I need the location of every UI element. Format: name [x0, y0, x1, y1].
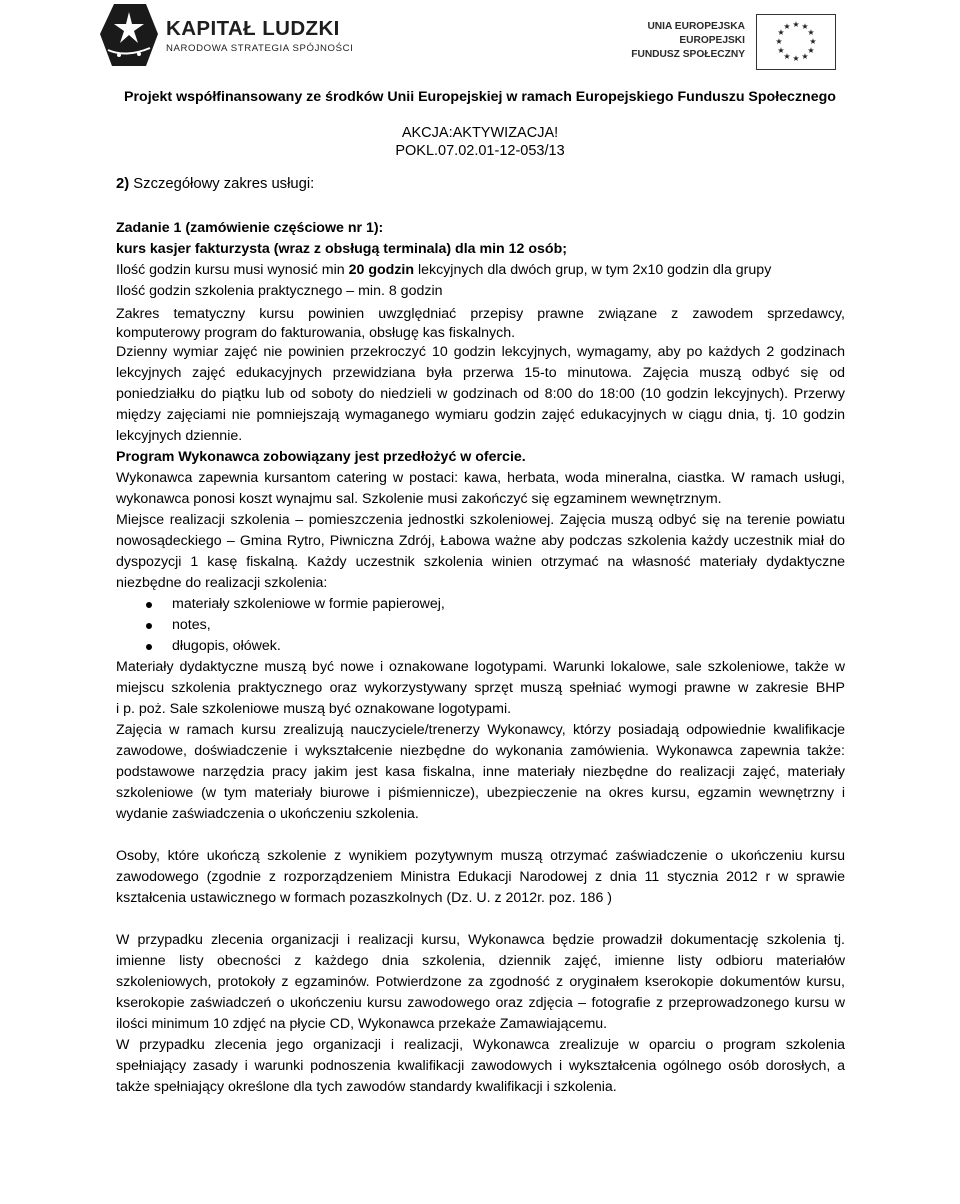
action-identifier: [0, 124, 960, 160]
paragraph-line: Dzienny wymiar zajęć nie powinien przekroczyć 10 godzin lekcyjnych, wymagamy, aby po każdych 2 godzinach: [116, 344, 845, 360]
paragraph-line: nowosądeckiego – Gmina Rytro, Piwniczna Zdrój, Łabowa ważne aby podczas szkolenia każdy uczestnik miał do: [116, 533, 845, 549]
hours-text: lekcyjnych dla dwóch grup, w tym 2x10 godzin dla grupy: [414, 262, 772, 278]
action-name: AKCJA:AKTYWIZACJA!: [401, 125, 559, 141]
kapital-ludzki-subtitle: NARODOWA STRATEGIA SPÓJNOŚCI: [166, 43, 354, 54]
ue-efs-logo: [631, 14, 850, 70]
section-number: 2): [116, 176, 130, 192]
kapital-ludzki-title: KAPITAŁ LUDZKI: [166, 17, 340, 40]
paragraph-line: imienne listy obecności z każdego dnia szkolenia, dziennik zajęć, imienne listy odbioru materiałów: [116, 953, 845, 969]
paragraph-line: dyspozycji 1 kasę fiskalną. Każdy uczestnik szkolenia winien otrzymać na własność materiały dydaktyczne: [116, 554, 845, 570]
paragraph-line: spełniający zasady i warunki podnoszenia kwalifikacji zawodowych i wykształcenia ogólnego osób dorosłych, a: [116, 1058, 845, 1074]
paragraph-line: W przypadku zlecenia jego organizacji i realizacji, Wykonawca zrealizuje w oparciu o program szkolenia: [116, 1037, 845, 1053]
paragraph-line: zawodowego (zgodnie z rozporządzeniem Ministra Edukacji Narodowej z dnia 11 stycznia 2012 r w sprawie: [116, 869, 845, 885]
hours-value: 20 godzin: [348, 262, 415, 278]
paragraph-line: wydanie zaświadczenia o ukończeniu szkolenia.: [116, 806, 419, 822]
paragraph-line: Wykonawca zapewnia kursantom catering w postaci: kawa, herbata, woda mineralna, ciastka. W ramach usługi,: [116, 470, 845, 486]
paragraph-line: Materiały dydaktyczne muszą być nowe i oznakowane logotypami. Warunki lokalowe, sale szkoleniowe, także w: [116, 659, 845, 675]
project-cofinancing-line: Projekt współfinansowany ze środków Unii Europejskiej w ramach Europejskiego Funduszu Społecznego: [124, 89, 836, 105]
paragraph-line: i p. poż. Sale szkoleniowe muszą być oznakowane logotypami.: [116, 701, 512, 717]
action-code: POKL.07.02.01-12-053/13: [395, 143, 565, 159]
paragraph-line: miejscu szkolenia praktycznego oraz wykorzystywany sprzęt muszą spełniać wymogi prawne w zakresie BHP: [116, 680, 845, 696]
paragraph-line: między zajęciami nie pomniejszają wymaganego wymiaru godzin zajęć edukacyjnych w ciągu dnia, tj. 10 godzin: [116, 407, 845, 423]
paragraph-line: Zakres tematyczny kursu powinien uwzględniać przepisy prawne związane z zawodem sprzedawcy,: [116, 306, 845, 322]
paragraph-line: niezbędne do realizacji szkolenia:: [116, 575, 328, 591]
ue-logo-line: FUNDUSZ SPOŁECZNY: [631, 49, 745, 60]
ue-logo-line: EUROPEJSKI: [679, 35, 745, 46]
section-title: Szczegółowy zakres usługi:: [133, 176, 315, 192]
list-item-text: notes,: [172, 617, 211, 633]
svg-text:★: ★: [801, 22, 809, 31]
svg-text:★: ★: [807, 28, 815, 37]
hours-text: Ilość godzin kursu musi wynosić min: [116, 262, 349, 278]
paragraph-line: szkoleniowe (w tym materiały biurowe i piśmiennicze), ubezpieczenie na okres kursu, egzamin wewnętrzny i: [116, 785, 845, 801]
svg-text:★: ★: [777, 28, 785, 37]
svg-text:★: ★: [775, 37, 783, 46]
paragraph-line: ilości minimum 10 zdjęć na płycie CD, Wykonawca przekaże Zamawiającemu.: [116, 1016, 608, 1032]
paragraph-line: kserokopie zaświadczeń o ukończeniu kursu zawodowego oraz zdjęcia – fotografie z przeprowadzonego kursu w: [116, 995, 845, 1011]
paragraph-line: także spełniający określone dla tych zawodów standardy kwalifikacji i szkolenia.: [116, 1079, 617, 1095]
paragraph-line: Zajęcia w ramach kursu zrealizują nauczyciele/trenerzy Wykonawcy, którzy posiadają odpowiednie kwalifikacje: [116, 722, 845, 738]
svg-text:★: ★: [777, 46, 785, 55]
section-heading: [116, 176, 314, 192]
svg-text:★: ★: [807, 46, 815, 55]
paragraph-line: szkoleniowych, protokoły z egzaminów. Potwierdzone za zgodność z oryginałem kserokopie dokumentów kursu,: [116, 974, 845, 990]
paragraph-line: Osoby, które ukończą szkolenie z wynikiem pozytywnym muszą otrzymać zaświadczenie o ukończeniu kursu: [116, 848, 845, 864]
kapital-ludzki-logo: [100, 4, 354, 68]
eu-flag-icon: [756, 14, 836, 70]
paragraph-line: komputerowy program do fakturowania, obsługę kas fiskalnych.: [116, 325, 516, 341]
hours-line: [116, 260, 845, 281]
paragraph-line: lekcyjnych dziennie.: [116, 428, 243, 444]
paragraph-line: poniedziałku do piątku lub od soboty do niedzieli w godzinach od 8:00 do 18:00 (10 godzin lekcyjnych). Przerwy: [116, 386, 845, 402]
paragraph-line: lekcyjnych zajęć edukacyjnych przewidziana była przerwa 15-to minutowa. Zajęcia muszą odbyć się od: [116, 365, 845, 381]
course-title: kurs kasjer fakturzysta (wraz z obsługą terminala) dla min 12 osób;: [116, 241, 567, 257]
paragraph-line: W przypadku zlecenia organizacji i realizacji kursu, Wykonawca będzie prowadził dokumentację szkolenia tj.: [116, 932, 845, 948]
paragraph-line: wykonawca ponosi koszt wynajmu sal. Szkolenie musi zakończyć się egzaminem wewnętrznym.: [116, 491, 722, 507]
bullet-icon: [146, 623, 152, 629]
bullet-icon: [146, 602, 152, 608]
practice-hours-line: Ilość godzin szkolenia praktycznego – min. 8 godzin: [116, 283, 443, 299]
list-item-text: długopis, ołówek.: [172, 638, 281, 654]
ue-logo-line: UNIA EUROPEJSKA: [647, 21, 745, 32]
svg-text:★: ★: [801, 52, 809, 61]
list-item-text: materiały szkoleniowe w formie papierowej,: [172, 596, 445, 612]
paragraph-line: Miejsce realizacji szkolenia – pomieszczenia jednostki szkoleniowej. Zajęcia muszą odbyć się na terenie powiatu: [116, 512, 845, 528]
paragraph-line: zawodowe, doświadczenie i wykształcenie niezbędne do wykonania zamówienia. Wykonawca zapewnia także:: [116, 743, 845, 759]
kapital-ludzki-emblem-icon: [100, 4, 158, 66]
bullet-icon: [146, 644, 152, 650]
task-heading: Zadanie 1 (zamówienie częściowe nr 1):: [116, 220, 384, 236]
program-requirement: Program Wykonawca zobowiązany jest przedłożyć w ofercie.: [116, 449, 526, 465]
paragraph-line: podstawowe narzędzia pracy jakim jest kasa fiskalna, inne materiały niezbędne do realizacji zajęć, materiały: [116, 764, 845, 780]
svg-text:★: ★: [809, 37, 817, 46]
svg-text:★: ★: [792, 20, 800, 29]
svg-text:★: ★: [792, 54, 800, 63]
svg-text:★: ★: [783, 52, 791, 61]
svg-text:★: ★: [783, 22, 791, 31]
ue-logo-text: [631, 20, 745, 62]
paragraph-line: kształcenia ustawicznego w formach pozaszkolnych (Dz. U. z 2012r. poz. 186 ): [116, 890, 613, 906]
